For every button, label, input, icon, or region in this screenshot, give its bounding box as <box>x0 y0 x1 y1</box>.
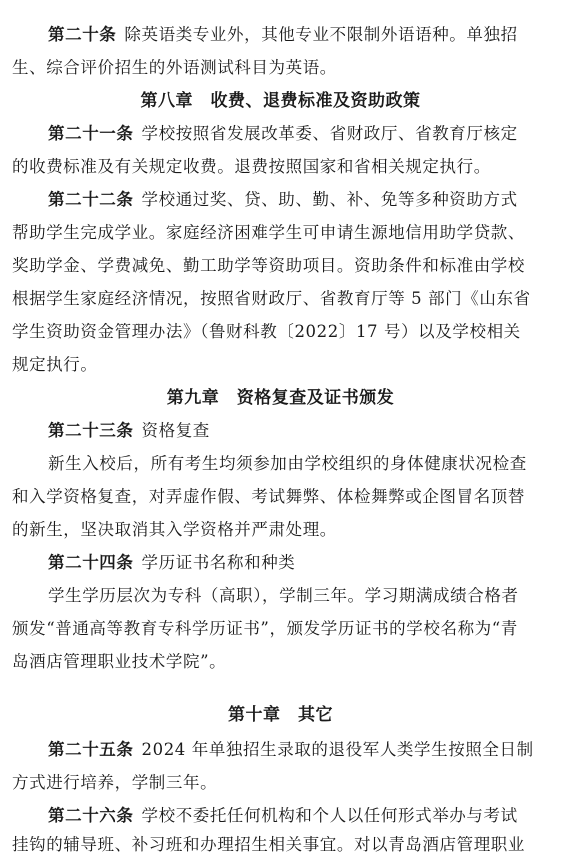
article-20-label: 第二十条 <box>48 25 117 44</box>
article-22-line-4: 根据学生家庭经济情况，按照省财政厅、省教育厅等 5 部门《山东省 <box>12 289 531 308</box>
article-26-line-1 <box>0 801 561 831</box>
article-23-line-3: 和入学资格复查，对弄虚作假、考试舞弊、体检舞弊或企图冒名顶替 <box>12 487 525 506</box>
article-24-line-4: 岛酒店管理职业技术学院”。 <box>12 652 227 671</box>
article-22-label: 第二十二条 <box>48 190 134 209</box>
chapter-10-heading: 第十章 其它 <box>228 705 333 725</box>
article-23-line-4: 的新生，坚决取消其入学资格并严肃处理。 <box>12 520 337 539</box>
chapter-8-heading: 第八章 收费、退费标准及资助政策 <box>140 91 421 111</box>
article-20-line-2: 生、综合评价招生的外语测试科目为英语。 <box>12 58 337 77</box>
article-22-line-1 <box>0 185 561 215</box>
article-22-line-5: 学生资助资金管理办法》（鲁财科教〔2022〕17 号）以及学校相关 <box>12 322 521 341</box>
article-20-line-1 <box>0 20 561 50</box>
article-24-title: 学历证书名称和种类 <box>141 553 296 572</box>
article-23-line-2: 新生入校后，所有考生均须参加由学校组织的身体健康状况检查 <box>48 454 527 473</box>
article-24-line-1 <box>0 548 561 578</box>
chapter-9-heading: 第九章 资格复查及证书颁发 <box>166 388 395 408</box>
article-22-line-6: 规定执行。 <box>12 355 98 374</box>
article-26-text-1: 学校不委托任何机构和个人以任何形式举办与考试 <box>141 806 518 825</box>
article-24-line-2: 学生学历层次为专科（高职），学制三年。学习期满成绩合格者 <box>48 586 519 605</box>
article-24-line-3: 颁发“普通高等教育专科学历证书”，颁发学历证书的学校名称为“青 <box>12 619 518 638</box>
article-21-label: 第二十一条 <box>48 124 134 143</box>
article-25-label: 第二十五条 <box>48 740 134 759</box>
article-25-line-2: 方式进行培养，学制三年。 <box>12 773 218 792</box>
article-22-line-2: 帮助学生完成学业。家庭经济困难学生可申请生源地信用助学贷款、 <box>12 223 525 242</box>
article-21-text-1: 学校按照省发展改革委、省财政厅、省教育厅核定 <box>141 124 518 143</box>
article-26-label: 第二十六条 <box>48 806 134 825</box>
article-23-line-1 <box>0 416 561 446</box>
article-26-line-2: 挂钩的辅导班、补习班和办理招生相关事宜。对以青岛酒店管理职业 <box>12 835 525 854</box>
article-21-line-2: 的收费标准及有关规定收费。退费按照国家和省相关规定执行。 <box>12 157 491 176</box>
article-23-label: 第二十三条 <box>48 421 134 440</box>
article-24-label: 第二十四条 <box>48 553 134 572</box>
article-21-line-1 <box>0 119 561 149</box>
article-25-text-1: 2024 年单独招生录取的退役军人类学生按照全日制 <box>141 740 534 759</box>
article-23-title: 资格复查 <box>141 421 210 440</box>
article-20-text-1: 除英语类专业外，其他专业不限制外语语种。单独招 <box>124 25 518 44</box>
article-25-line-1 <box>0 735 561 765</box>
article-22-text-1: 学校通过奖、贷、助、勤、补、免等多种资助方式 <box>141 190 518 209</box>
article-22-line-3: 奖助学金、学费减免、勤工助学等资助项目。资助条件和标准由学校 <box>12 256 525 275</box>
